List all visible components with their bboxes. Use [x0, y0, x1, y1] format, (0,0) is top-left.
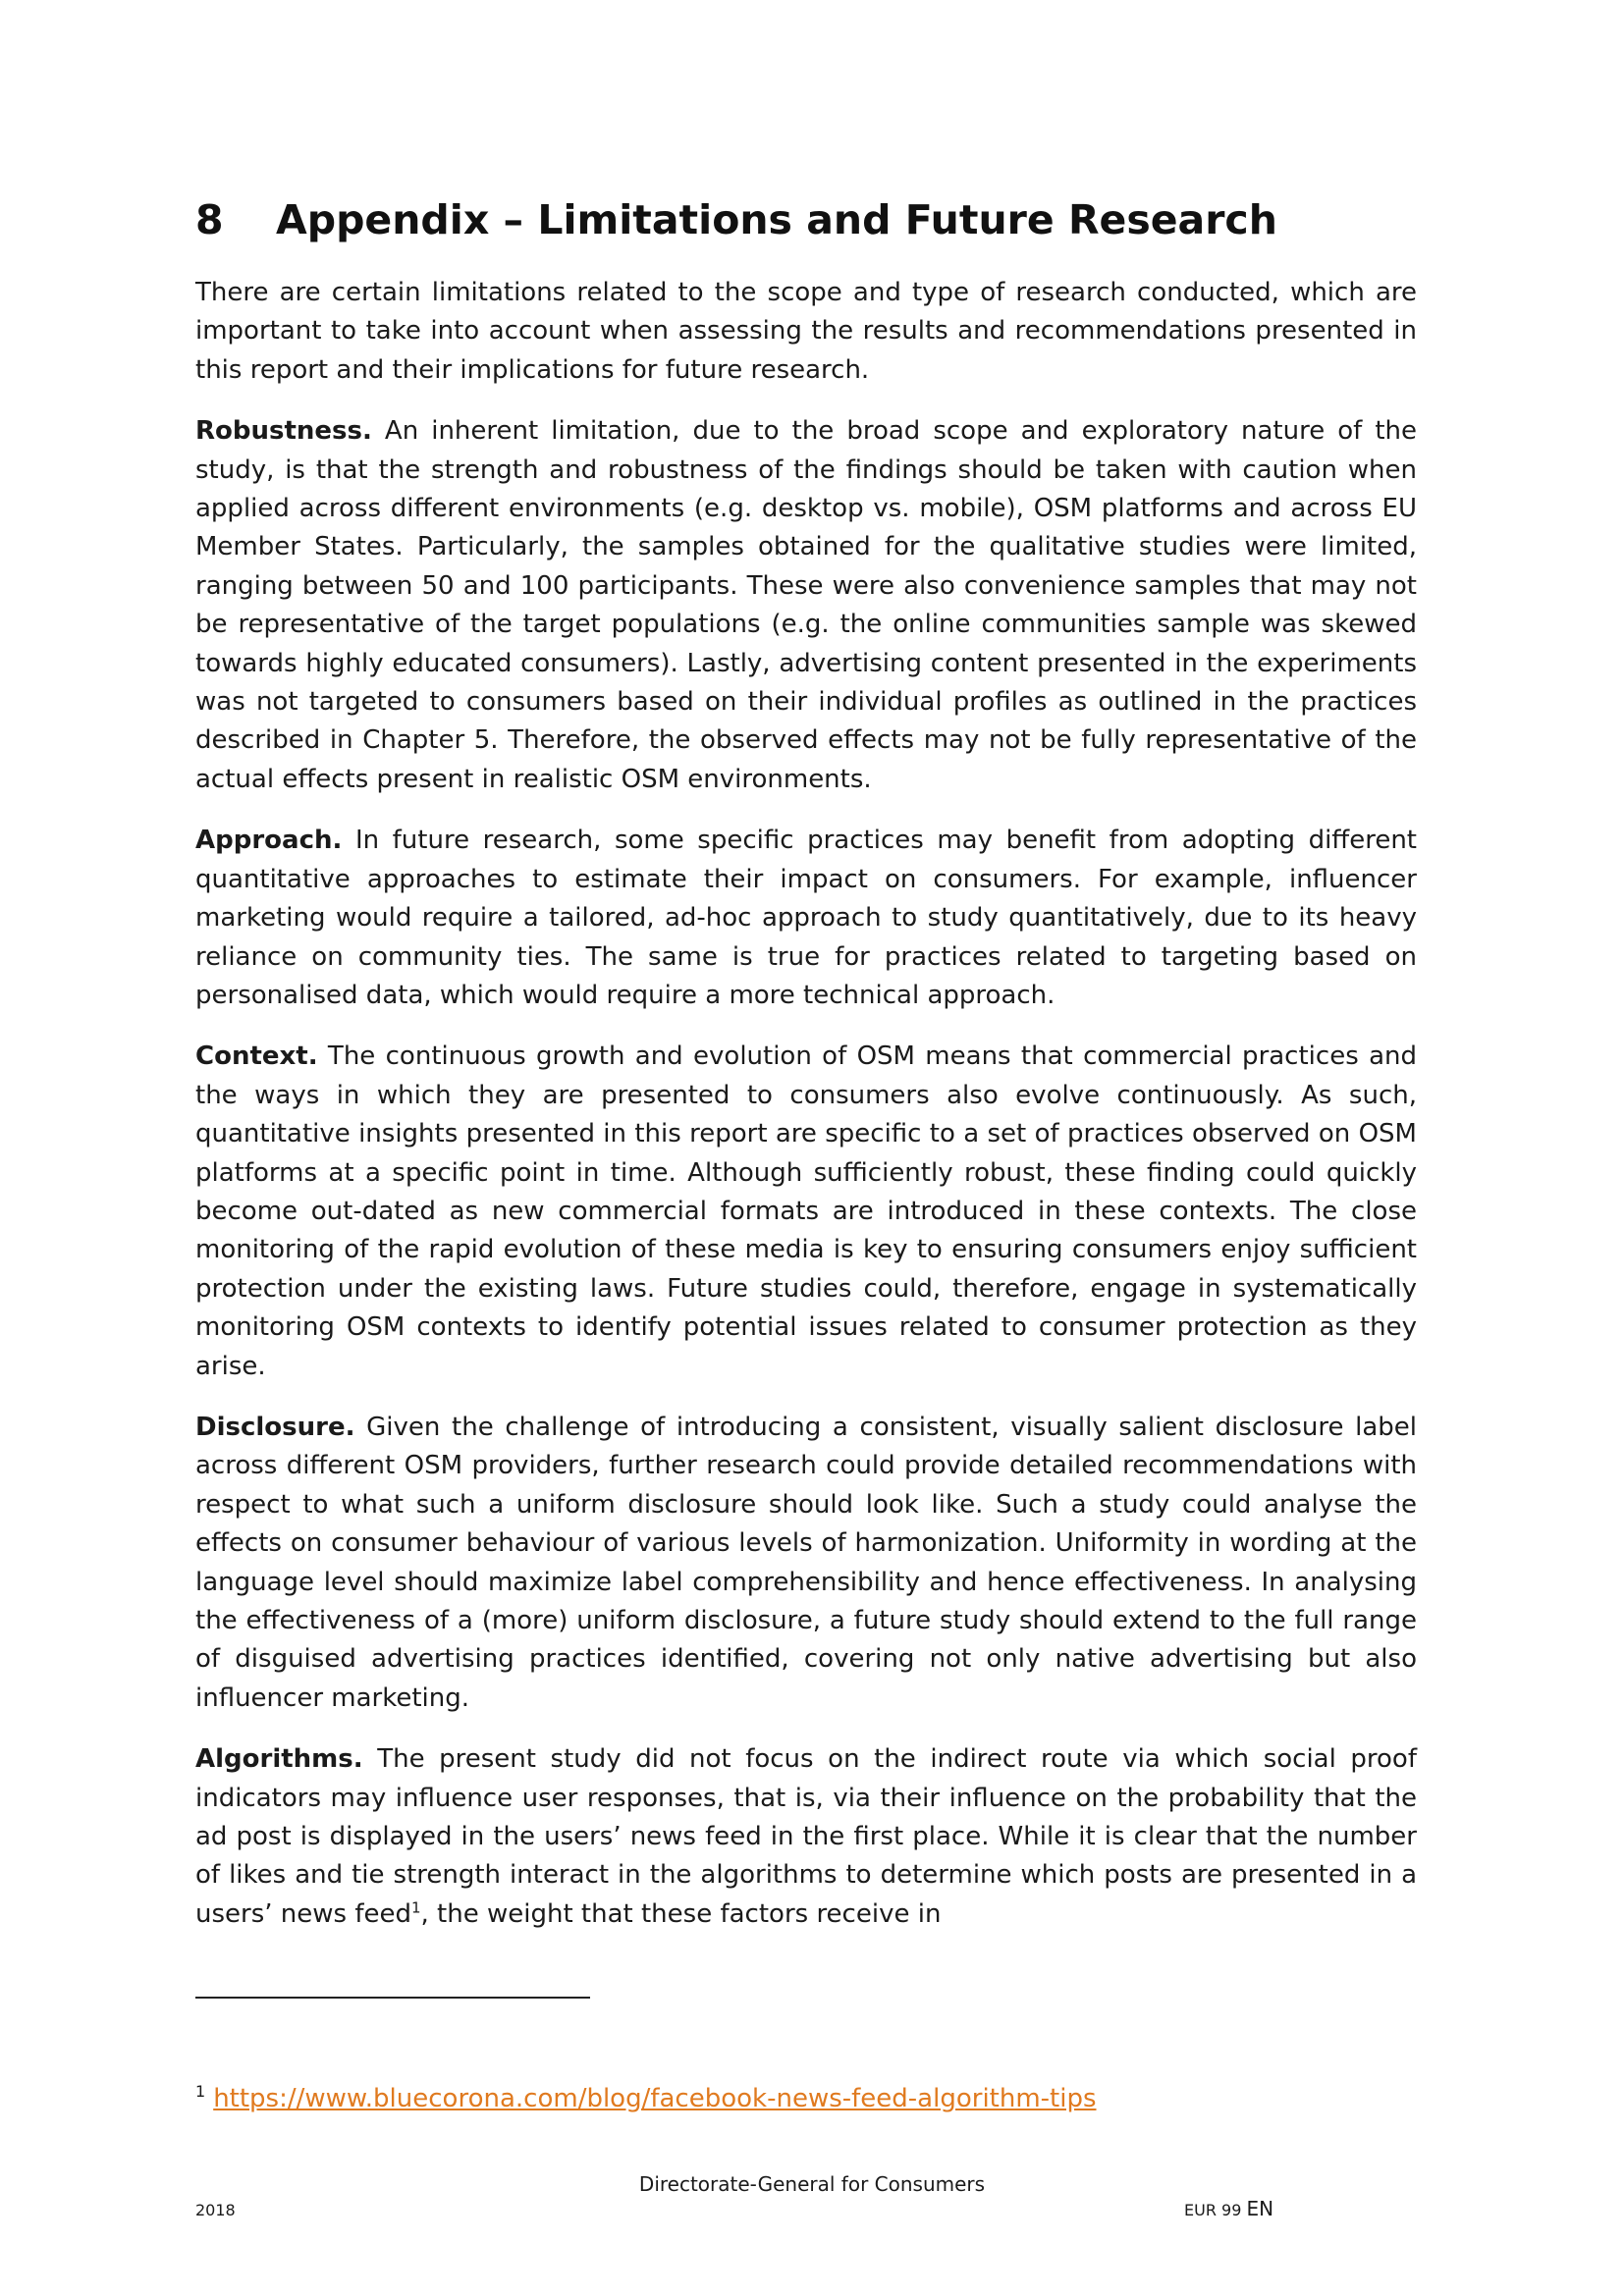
section-heading: [195, 192, 1277, 247]
paragraph-lead: Disclosure.: [195, 1412, 355, 1442]
paragraph-approach: [195, 822, 1417, 1015]
paragraph-lead: Context.: [195, 1041, 318, 1072]
footnote-marker: 1: [195, 2082, 206, 2102]
paragraph-text: The present study did not focus on the indirect route via which social proof indicators may influence user responses, that is, via their influence on the probability that the ad post is displayed in the users’ news feed in the first place. While it is clear that the number of likes and tie strength interact in the algorithms to determine which posts are presented in a users’ news feed: [195, 1744, 1417, 1929]
footnote-divider: [195, 1997, 590, 1999]
footer-code: EUR 99: [1184, 2201, 1242, 2219]
body-text: [195, 274, 1417, 1956]
paragraph-text: The continuous growth and evolution of OSM means that commercial practices and the ways in which they are presented to consumers also evolve continuously. As such, quantitative insights presented in this report are specific to a set of practices observed on OSM platforms at a specific point in time. Although sufficiently robust, these finding could quickly become out-dated as new commercial formats are introduced in these contexts. The close monitoring of the rapid evolution of these media is key to ensuring consumers enjoy sufficient protection under the existing laws. Future studies could, therefore, engage in systematically monitoring OSM contexts to identify potential issues related to consumer protection as they arise.: [195, 1041, 1417, 1381]
paragraph-disclosure: [195, 1409, 1417, 1718]
footer-document-code: [1184, 2197, 1273, 2222]
paragraph-lead: Algorithms.: [195, 1744, 363, 1775]
paragraph-lead: Approach.: [195, 826, 343, 856]
paragraph-text: In future research, some specific practices may benefit from adopting different quantitative approaches to estimate their impact on consumers. For example, influencer marketing would require a tailored, ad-hoc approach to study quantitatively, due to its heavy reliance on community ties. The same is true for practices related to targeting based on personalised data, which would require a more technical approach.: [195, 826, 1417, 1010]
paragraph-text: Given the challenge of introducing a consistent, visually salient disclosure label across different OSM providers, further research could provide detailed recommendations with respect to what such a uniform disclosure should look like. Such a study could analyse the effects on consumer behaviour of various levels of harmonization. Uniformity in wording at the language level should maximize label comprehensibility and hence effectiveness. In analysing the effectiveness of a (more) uniform disclosure, a future study should extend to the full range of disguised advertising practices identified, covering not only native advertising but also influencer marketing.: [195, 1412, 1417, 1713]
footnote-reference[interactable]: 1: [410, 1898, 421, 1917]
footnote: [195, 2081, 1097, 2116]
paragraph-text: An inherent limitation, due to the broad scope and exploratory nature of the study, is that the strength and robustness of the findings should be taken with caution when applied across different environments (e.g. desktop vs. mobile), OSM platforms and across EU Member States. Particularly, the samples obtained for the qualitative studies were limited, ranging between 50 and 100 participants. These were also convenience samples that may not be representative of the target populations (e.g. the online communities sample was skewed towards highly educated consumers). Lastly, advertising content presented in the experiments was not targeted to consumers based on their individual profiles as outlined in the practices described in Chapter 5. Therefore, the observed effects may not be fully representative of the actual effects present in realistic OSM environments.: [195, 416, 1417, 794]
paragraph-lead: Robustness.: [195, 416, 372, 447]
intro-paragraph: There are certain limitations related to the scope and type of research conducted, which are important to take into account when assessing the results and recommendations presented in this report and their implications for future research.: [195, 278, 1417, 385]
footer-language: EN: [1246, 2197, 1274, 2220]
section-title: Appendix – Limitations and Future Research: [276, 196, 1277, 243]
section-number: 8: [195, 196, 224, 243]
footnote-link[interactable]: https://www.bluecorona.com/blog/facebook-news-feed-algorithm-tips: [213, 2084, 1097, 2113]
footer-year: 2018: [195, 2201, 236, 2219]
paragraph-context: [195, 1038, 1417, 1386]
paragraph-text-continued: , the weight that these factors receive in: [420, 1898, 942, 1929]
footer-organization: Directorate-General for Consumers: [638, 2172, 986, 2196]
paragraph-algorithms: [195, 1740, 1417, 1934]
paragraph-robustness: [195, 412, 1417, 799]
